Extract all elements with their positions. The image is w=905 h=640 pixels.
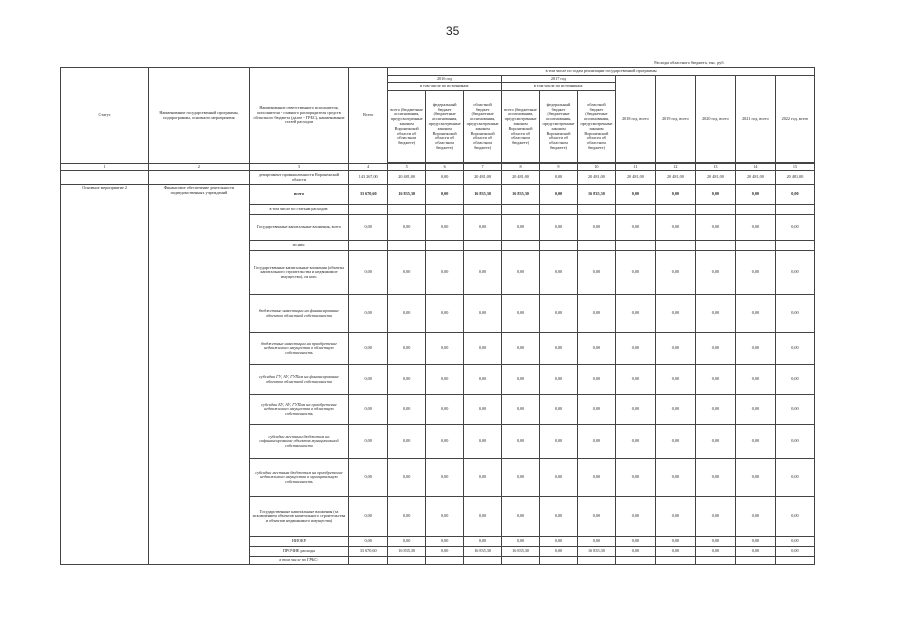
row-value: 20 481,00	[464, 171, 502, 185]
empty-cell	[502, 205, 540, 215]
row-value: 0,00	[388, 215, 426, 241]
row-value: 0,00	[426, 497, 464, 537]
row-value: 0,00	[735, 395, 775, 425]
row-expense-name: бюджетные инвестиции на приобретение недвижимого имущества в областную собственность	[249, 333, 349, 365]
row-value: 0,00	[426, 295, 464, 333]
row-value: 0,00	[577, 497, 615, 537]
row-value: 0,00	[426, 185, 464, 205]
empty-cell	[426, 557, 464, 565]
row-value: 0,00	[464, 497, 502, 537]
empty-cell	[615, 205, 655, 215]
empty-cell	[735, 557, 775, 565]
row-value: 0,00	[540, 425, 578, 459]
row-value: 0,00	[540, 251, 578, 295]
empty-cell	[655, 557, 695, 565]
row-value: 0,00	[655, 215, 695, 241]
row-value: 0,00	[735, 459, 775, 497]
row-expense-name: всего	[249, 185, 349, 205]
row-value: 0,00	[655, 459, 695, 497]
row-value: 0,00	[735, 537, 775, 547]
empty-cell	[577, 205, 615, 215]
row-value: 0,00	[577, 459, 615, 497]
column-number: 7	[464, 164, 502, 171]
row-value: 0,00	[577, 425, 615, 459]
row-value: 0,00	[464, 333, 502, 365]
row-value: 0,00	[349, 459, 388, 497]
column-number: 12	[655, 164, 695, 171]
row-value: 0,00	[426, 459, 464, 497]
empty-cell	[695, 241, 735, 251]
row-value: 0,00	[349, 251, 388, 295]
row-value: 0,00	[695, 547, 735, 557]
empty-cell	[695, 205, 735, 215]
row-value: 0,00	[540, 497, 578, 537]
row-value: 0,00	[502, 333, 540, 365]
header-program: Наименование государственной программы, подпрограммы, основного мероприятия	[149, 67, 250, 163]
row-value: 33 670,60	[349, 185, 388, 205]
row-value: 0,00	[464, 537, 502, 547]
row-value: 0,00	[349, 395, 388, 425]
header-c14: 2020 год, всего	[695, 75, 735, 163]
row-value: 0,00	[426, 365, 464, 395]
empty-cell	[577, 241, 615, 251]
header-c10: федеральный бюджет (бюджетные ассигнования, предусмотренные законом Воронежской области об областном бюджете)	[540, 91, 578, 163]
empty-cell	[426, 205, 464, 215]
column-number: 2	[149, 164, 250, 171]
row-value: 0,00	[349, 365, 388, 395]
row-value: 0,00	[775, 295, 814, 333]
row-expense-name: ПРОЧИЕ расходы	[249, 547, 349, 557]
header-by-year: в том числе по годам реализации государственной программы	[388, 67, 815, 75]
row-value: 0,00	[695, 459, 735, 497]
column-number: 13	[695, 164, 735, 171]
row-value: 0,00	[464, 395, 502, 425]
row-value: 0,00	[735, 251, 775, 295]
row-value: 0,00	[615, 537, 655, 547]
row-value: 0,00	[540, 547, 578, 557]
row-value: 0,00	[775, 547, 814, 557]
row-value: 0,00	[388, 333, 426, 365]
row-value: 0,00	[655, 547, 695, 557]
row-expense-name: в том числе по статьям расходов:	[249, 205, 349, 215]
row-value: 0,00	[735, 547, 775, 557]
empty-cell	[349, 557, 388, 565]
column-number: 14	[735, 164, 775, 171]
header-executor: Наименование ответственного исполнителя, исполнителя - главного распорядителя средств областного бюджета (далее - ГРБС), наименование статей расходов	[249, 67, 349, 163]
empty-cell	[615, 241, 655, 251]
row-value: 0,00	[695, 215, 735, 241]
row-value: 0,00	[577, 251, 615, 295]
row-value: 0,00	[735, 185, 775, 205]
row-value: 0,00	[349, 425, 388, 459]
row-value: 0,00	[775, 395, 814, 425]
row-value: 0,00	[615, 425, 655, 459]
row-value: 0,00	[540, 537, 578, 547]
row-value: 0,00	[502, 537, 540, 547]
row-value: 0,00	[464, 295, 502, 333]
row-value: 0,00	[426, 251, 464, 295]
row-value: 0,00	[695, 395, 735, 425]
header-2016-sources: в том числе по источникам:	[388, 83, 502, 91]
row-value: 0,00	[735, 365, 775, 395]
row-value: 20 481,00	[615, 171, 655, 185]
row-expense-name: Государственные капитальные вложения (за исключением объектов капитального строительства и объектов недвижимого имущества)	[249, 497, 349, 537]
header-c13: 2019 год, всего	[655, 75, 695, 163]
row-value: 0,00	[388, 365, 426, 395]
header-c9: всего (бюджетные ассигнования, предусмотренные законом Воронежской области об областном бюджете)	[502, 91, 540, 163]
row-expense-name: Государственные капитальные вложения (объекты капитального строительства и недвижимое имущество), из них:	[249, 251, 349, 295]
row-value: 0,00	[695, 185, 735, 205]
row-value: 0,00	[426, 215, 464, 241]
row-value: 0,00	[615, 547, 655, 557]
row-value: 0,00	[775, 425, 814, 459]
empty-cell	[464, 557, 502, 565]
empty-cell	[775, 557, 814, 565]
row-value: 16 835,30	[464, 185, 502, 205]
empty-cell	[615, 557, 655, 565]
row-value: 0,00	[615, 251, 655, 295]
row-value: 0,00	[775, 215, 814, 241]
row-value: 0,00	[655, 395, 695, 425]
empty-cell	[502, 557, 540, 565]
row-value: 0,00	[349, 537, 388, 547]
row-value: 0,00	[540, 333, 578, 365]
row-value: 0,00	[502, 365, 540, 395]
page-number: 35	[446, 24, 460, 38]
row-expense-name: субсидии местным бюджетам на софинансирование объектов муниципальной собственности	[249, 425, 349, 459]
column-number: 8	[502, 164, 540, 171]
row-value: 0,00	[464, 251, 502, 295]
row-expense-name: департамент промышленности Воронежской области	[249, 171, 349, 185]
row-value: 0,00	[540, 215, 578, 241]
row-value: 0,00	[502, 459, 540, 497]
header-c7: федеральный бюджет (бюджетные ассигнования, предусмотренные законом Воронежской области об областном бюджете)	[426, 91, 464, 163]
row-value: 20 481,00	[735, 171, 775, 185]
row-value: 16 835,30	[502, 547, 540, 557]
empty-cell	[655, 205, 695, 215]
row-value: 0,00	[615, 497, 655, 537]
empty-cell	[775, 205, 814, 215]
row-value: 20 481,00	[577, 171, 615, 185]
row-value: 0,00	[577, 365, 615, 395]
header-2016: 2016 год	[388, 75, 502, 83]
empty-cell	[388, 205, 426, 215]
row-expense-name: субсидии местным бюджетам на приобретение недвижимого имущества в муниципальную собственность	[249, 459, 349, 497]
table-row	[61, 171, 815, 185]
row-value: 0,00	[577, 215, 615, 241]
header-c16: 2022 год, всего	[775, 75, 814, 163]
row-value: 0,00	[540, 365, 578, 395]
row-value: 0,00	[388, 251, 426, 295]
row-value: 16 835,30	[388, 547, 426, 557]
row-value: 0,00	[349, 295, 388, 333]
row-value: 0,00	[615, 459, 655, 497]
row-value: 0,00	[540, 171, 578, 185]
row-value: 0,00	[655, 295, 695, 333]
row-value: 0,00	[577, 537, 615, 547]
row-value: 0,00	[615, 215, 655, 241]
row-value: 0,00	[502, 251, 540, 295]
row-value: 0,00	[655, 425, 695, 459]
empty-cell	[775, 241, 814, 251]
row-value: 0,00	[735, 215, 775, 241]
row-value: 20 481,00	[655, 171, 695, 185]
row-value: 0,00	[426, 547, 464, 557]
row-value: 0,00	[735, 333, 775, 365]
row-value: 0,00	[502, 395, 540, 425]
empty-cell	[735, 205, 775, 215]
row-status: Основное мероприятие 2	[61, 185, 149, 565]
row-value: 0,00	[615, 395, 655, 425]
row-value: 33 670,60	[349, 547, 388, 557]
empty-cell	[540, 241, 578, 251]
row-value: 0,00	[388, 395, 426, 425]
row-value: 16 835,30	[388, 185, 426, 205]
empty-cell	[388, 557, 426, 565]
column-number: 11	[615, 164, 655, 171]
row-value: 0,00	[735, 497, 775, 537]
row-expense-name: субсидии ГУ, АУ, ГУПам на финансирование объектов областной собственности	[249, 365, 349, 395]
column-number: 3	[249, 164, 349, 171]
row-value: 0,00	[615, 365, 655, 395]
row-value: 0,00	[502, 425, 540, 459]
row-value: 0,00	[775, 459, 814, 497]
row-value: 0,00	[775, 537, 814, 547]
row-value: 0,00	[775, 185, 814, 205]
row-value: 0,00	[388, 537, 426, 547]
row-value: 0,00	[502, 497, 540, 537]
row-value: 0,00	[540, 295, 578, 333]
row-value: 0,00	[775, 497, 814, 537]
row-value: 0,00	[775, 365, 814, 395]
empty-cell	[540, 557, 578, 565]
row-value: 0,00	[388, 459, 426, 497]
header-c8: областной бюджет (бюджетные ассигнования, предусмотренные законом Воронежской области об областном бюджете)	[464, 91, 502, 163]
row-value: 0,00	[775, 333, 814, 365]
row-value: 0,00	[464, 365, 502, 395]
row-status	[61, 171, 149, 185]
header-2017: 2017 год	[502, 75, 616, 83]
row-value: 0,00	[502, 295, 540, 333]
row-expense-name: Государственные капитальные вложения, всего	[249, 215, 349, 241]
row-value: 0,00	[655, 497, 695, 537]
row-value: 0,00	[540, 395, 578, 425]
row-value: 16 835,30	[502, 185, 540, 205]
header-status: Статус	[61, 67, 149, 163]
empty-cell	[577, 557, 615, 565]
row-value: 0,00	[695, 295, 735, 333]
header-c11: областной бюджет (бюджетные ассигнования, предусмотренные законом Воронежской области об областном бюджете)	[577, 91, 615, 163]
row-value: 20 481,00	[502, 171, 540, 185]
row-program: Финансовое обеспечение деятельности подведомственных учреждений	[149, 185, 250, 565]
row-expense-name: субсидии БУ, АУ, ГУПам на приобретение недвижимого имущества в областную собственность	[249, 395, 349, 425]
column-number: 6	[426, 164, 464, 171]
row-value: 0,00	[775, 251, 814, 295]
row-value: 0,00	[577, 295, 615, 333]
row-value: 20 481,00	[388, 171, 426, 185]
empty-cell	[426, 241, 464, 251]
column-numbers-row	[61, 164, 815, 171]
header-c12: 2018 год, всего	[615, 75, 655, 163]
row-value: 0,00	[655, 365, 695, 395]
row-value: 0,00	[426, 395, 464, 425]
empty-cell	[464, 241, 502, 251]
empty-cell	[349, 205, 388, 215]
row-value: 0,00	[388, 295, 426, 333]
empty-cell	[349, 241, 388, 251]
column-number: 10	[577, 164, 615, 171]
row-value: 0,00	[655, 333, 695, 365]
row-program	[149, 171, 250, 185]
row-value: 0,00	[695, 537, 735, 547]
row-value: 0,00	[464, 425, 502, 459]
empty-cell	[655, 241, 695, 251]
row-value: 0,00	[695, 251, 735, 295]
empty-cell	[540, 205, 578, 215]
row-value: 0,00	[540, 459, 578, 497]
row-value: 0,00	[615, 333, 655, 365]
empty-cell	[695, 557, 735, 565]
row-value: 0,00	[349, 333, 388, 365]
empty-cell	[464, 205, 502, 215]
row-value: 0,00	[426, 537, 464, 547]
row-expense-name: бюджетные инвестиции на финансирование объектов областной собственности	[249, 295, 349, 333]
table-row	[61, 185, 815, 205]
row-expense-name: НИОКР	[249, 537, 349, 547]
column-number: 15	[775, 164, 814, 171]
empty-cell	[735, 241, 775, 251]
header-2017-sources: в том числе по источникам:	[502, 83, 616, 91]
column-number: 1	[61, 164, 149, 171]
row-value: 0,00	[540, 185, 578, 205]
header-c15: 2021 год, всего	[735, 75, 775, 163]
row-value: 0,00	[464, 215, 502, 241]
row-value: 0,00	[735, 295, 775, 333]
row-value: 0,00	[388, 497, 426, 537]
budget-table	[60, 60, 815, 565]
row-value: 0,00	[615, 295, 655, 333]
column-number: 4	[349, 164, 388, 171]
row-value: 16 835,30	[577, 547, 615, 557]
row-value: 143 267,00	[349, 171, 388, 185]
row-value: 0,00	[349, 215, 388, 241]
empty-cell	[388, 241, 426, 251]
row-value: 0,00	[502, 215, 540, 241]
row-value: 0,00	[735, 425, 775, 459]
row-value: 0,00	[695, 365, 735, 395]
header-total: Всего	[349, 67, 388, 163]
row-expense-name: в том числе по ГРБС:	[249, 557, 349, 565]
row-value: 0,00	[426, 425, 464, 459]
row-value: 0,00	[695, 425, 735, 459]
column-number: 9	[540, 164, 578, 171]
row-value: 0,00	[695, 333, 735, 365]
column-number: 5	[388, 164, 426, 171]
row-expense-name: из них:	[249, 241, 349, 251]
row-value: 0,00	[577, 395, 615, 425]
row-value: 0,00	[426, 333, 464, 365]
row-value: 0,00	[426, 171, 464, 185]
row-value: 20 481,00	[775, 171, 814, 185]
row-value: 0,00	[349, 497, 388, 537]
row-value: 20 481,00	[695, 171, 735, 185]
row-value: 16 835,30	[464, 547, 502, 557]
row-value: 0,00	[695, 497, 735, 537]
row-value: 0,00	[655, 251, 695, 295]
row-value: 0,00	[655, 537, 695, 547]
header-c6: всего (бюджетные ассигнования, предусмотренные законом Воронежской области об областном бюджете)	[388, 91, 426, 163]
row-value: 0,00	[464, 459, 502, 497]
empty-cell	[502, 241, 540, 251]
expenses-title: Расходы областного бюджета, тыс. руб.	[654, 60, 725, 65]
row-value: 0,00	[388, 425, 426, 459]
row-value: 0,00	[615, 185, 655, 205]
row-value: 0,00	[577, 333, 615, 365]
row-value: 0,00	[655, 185, 695, 205]
row-value: 16 835,30	[577, 185, 615, 205]
